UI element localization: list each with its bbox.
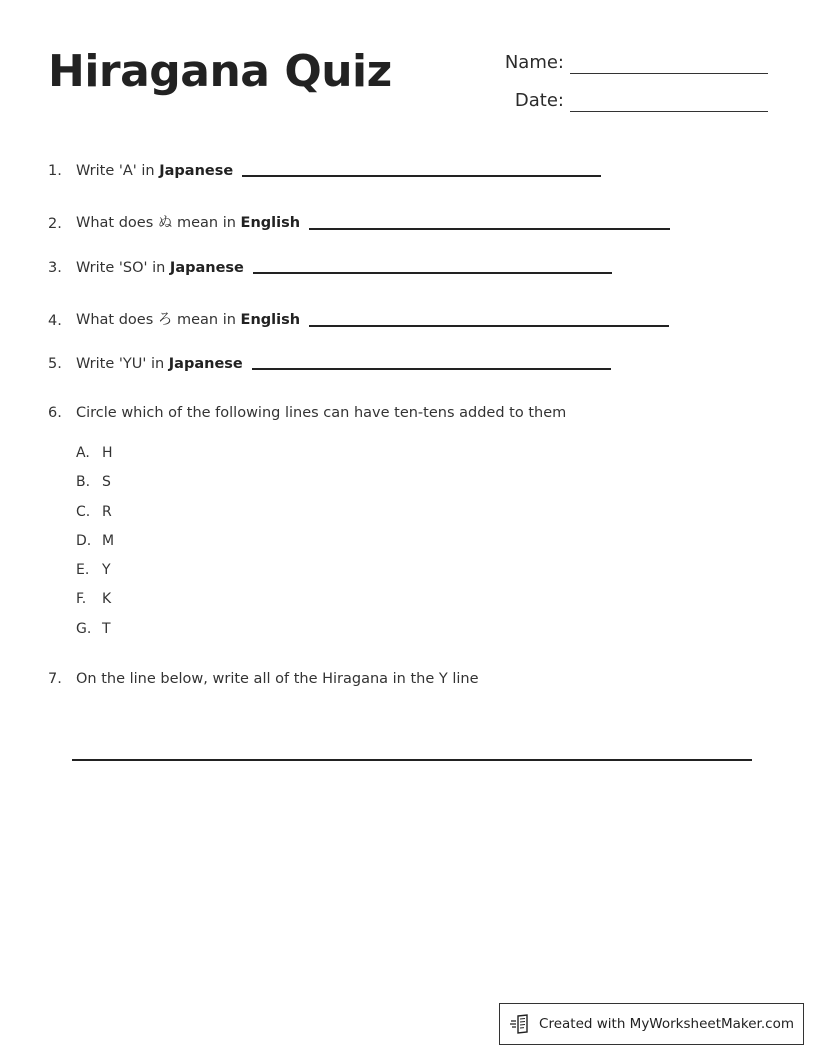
answer-line[interactable]	[309, 228, 670, 230]
question-text: Circle which of the following lines can have ten-tens added to them	[76, 405, 567, 421]
answer-options-list	[76, 445, 114, 650]
question-7	[48, 671, 479, 687]
question-text: What does ぬ mean in English	[76, 215, 301, 231]
question-1	[48, 163, 601, 179]
question-text: On the line below, write all of the Hiragana in the Y line	[76, 671, 479, 687]
answer-line[interactable]	[252, 368, 611, 370]
option-b[interactable]: B. S	[76, 474, 111, 491]
question-number: 6.	[48, 405, 62, 421]
date-label: Date:	[514, 90, 564, 111]
option-d[interactable]: D. M	[76, 532, 115, 549]
name-label: Name:	[504, 52, 564, 73]
option-c[interactable]: C. R	[76, 503, 112, 520]
option-f[interactable]: F. K	[76, 591, 112, 608]
question-4	[48, 308, 669, 329]
long-answer-line[interactable]	[72, 759, 752, 761]
answer-line[interactable]	[309, 325, 669, 327]
question-2	[48, 211, 670, 232]
question-number: 4.	[48, 313, 62, 329]
question-text: Write 'YU' in Japanese	[76, 356, 243, 372]
name-blank-line[interactable]	[570, 72, 768, 74]
question-text: What does ろ mean in English	[76, 312, 301, 328]
name-field-row	[500, 52, 768, 73]
question-number: 2.	[48, 216, 62, 232]
question-number: 1.	[48, 163, 62, 179]
date-blank-line[interactable]	[570, 110, 768, 112]
worksheet-maker-logo-icon	[509, 1013, 531, 1035]
option-g[interactable]: G. T	[76, 620, 111, 637]
question-number: 5.	[48, 356, 62, 372]
date-field-row	[500, 90, 768, 111]
question-3	[48, 260, 612, 276]
page-title: Hiragana Quiz	[48, 46, 392, 97]
option-a[interactable]: A. H	[76, 445, 113, 461]
answer-line[interactable]	[242, 175, 601, 177]
question-number: 3.	[48, 260, 62, 276]
question-text: Write 'SO' in Japanese	[76, 260, 244, 276]
option-e[interactable]: E. Y	[76, 562, 111, 579]
question-5	[48, 356, 611, 372]
question-text: Write 'A' in Japanese	[76, 163, 234, 179]
footer-text: Created with MyWorksheetMaker.com	[539, 1016, 794, 1032]
footer-credit[interactable]	[499, 1003, 804, 1045]
question-number: 7.	[48, 671, 62, 687]
answer-line[interactable]	[253, 272, 612, 274]
question-6	[48, 405, 566, 421]
